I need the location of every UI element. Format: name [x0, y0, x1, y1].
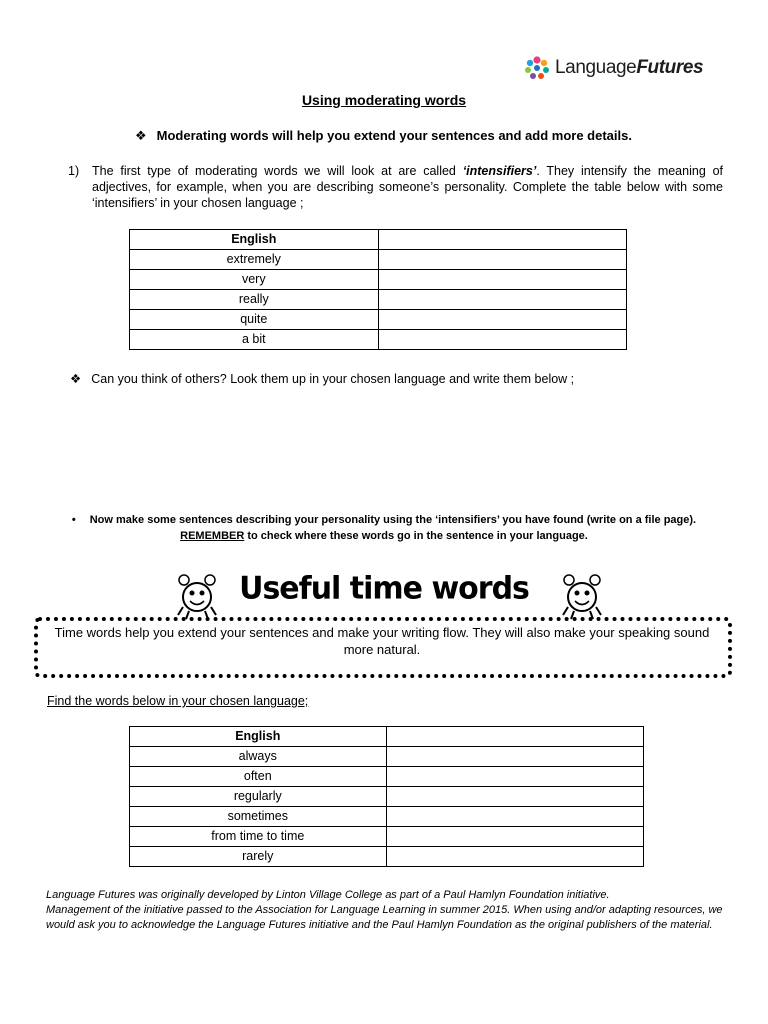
english-word: often: [130, 767, 387, 787]
table-row: [130, 250, 627, 270]
english-word: quite: [130, 310, 379, 330]
page-title: Using moderating words: [301, 92, 467, 108]
table-row: [130, 827, 644, 847]
table-header-row: [130, 230, 627, 250]
english-word: extremely: [130, 250, 379, 270]
table-row: [130, 767, 644, 787]
table-row: [130, 270, 627, 290]
intensifiers-term: ‘intensifiers’: [462, 164, 537, 178]
logo-icon: [523, 55, 551, 81]
english-word: very: [130, 270, 379, 290]
intensifiers-table: [129, 229, 627, 350]
english-word: sometimes: [130, 807, 387, 827]
table-row: [130, 330, 627, 350]
footer-line: Language Futures was originally developed by Linton Village College as part of a Paul Hamlyn Foundation initiative.: [46, 889, 610, 901]
diamond-bullet-icon: ❖: [135, 128, 147, 143]
bullet-icon: •: [71, 514, 76, 526]
footer-line: Management of the initiative passed to the Association for Language Learning in summer 2015. When using and/or adapting resources, we would ask you to acknowledge the Language Futures initiative and the Paul Hamlyn Foundation as the original publishers of the material.: [46, 904, 723, 931]
time-words-description: Time words help you extend your sentences and make your writing flow. They will also make your speaking sound more natural.: [54, 625, 710, 657]
table-row: [130, 847, 644, 867]
find-words-instruction: Find the words below in your chosen language;: [47, 694, 309, 708]
translation-cell[interactable]: [378, 230, 626, 250]
english-word: a bit: [130, 330, 379, 350]
table-row: [130, 310, 627, 330]
english-word: rarely: [130, 847, 387, 867]
table-row: [130, 290, 627, 310]
attribution-footer: [46, 888, 736, 933]
table-row: [130, 787, 644, 807]
lead-statement: ❖ Moderating words will help you extend your sentences and add more details.: [135, 128, 632, 143]
translation-cell[interactable]: [378, 310, 626, 330]
translation-cell[interactable]: [378, 250, 626, 270]
language-futures-logo: [523, 44, 720, 92]
translation-cell[interactable]: [386, 787, 643, 807]
translation-cell[interactable]: [378, 290, 626, 310]
translation-cell[interactable]: [386, 847, 643, 867]
translation-cell[interactable]: [378, 330, 626, 350]
diamond-bullet-icon: ❖: [70, 372, 82, 386]
translation-cell[interactable]: [386, 727, 643, 747]
intro-paragraph: 1) The first type of moderating words we will look at are called ‘intensifiers’. They intensify the meaning of adjectives, for example, when you are describing someone’s personality. Complete the table below with some ‘intensifiers’ in your chosen language ;: [68, 164, 723, 210]
translation-cell[interactable]: [378, 270, 626, 290]
translation-cell[interactable]: [386, 767, 643, 787]
table-row: [130, 747, 644, 767]
others-prompt: ❖ Can you think of others? Look them up in your chosen language and write them below ;: [70, 372, 575, 386]
translation-cell[interactable]: [386, 827, 643, 847]
item-number: 1): [68, 164, 80, 178]
translation-cell[interactable]: [386, 807, 643, 827]
logo-text: LanguageFutures: [555, 57, 704, 78]
table-header-row: [130, 727, 644, 747]
english-word: from time to time: [130, 827, 387, 847]
remember-word: REMEMBER: [180, 530, 245, 542]
english-header: English: [130, 230, 379, 250]
english-word: regularly: [130, 787, 387, 807]
table-row: [130, 807, 644, 827]
useful-time-words-heading: Useful time words: [239, 570, 529, 607]
time-words-table: [129, 726, 644, 867]
english-word: really: [130, 290, 379, 310]
english-header: English: [130, 727, 387, 747]
sentences-instruction: • Now make some sentences describing your personality using the ‘intensifiers’ you have found (write on a file page). REMEMBER to check where these words go in the sentence in your language.: [71, 514, 697, 542]
translation-cell[interactable]: [386, 747, 643, 767]
english-word: always: [130, 747, 387, 767]
